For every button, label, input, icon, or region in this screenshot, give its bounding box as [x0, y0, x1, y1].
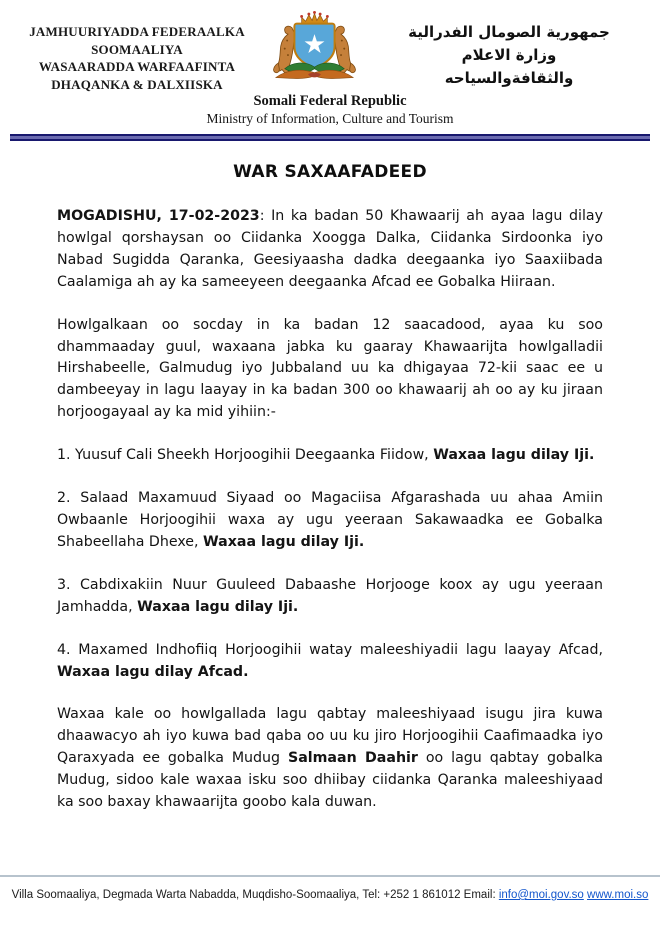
letterhead-line: JAMHUURIYADDA FEDERAALKA	[29, 24, 245, 39]
somalia-coat-of-arms-icon	[266, 10, 363, 88]
paragraph	[57, 315, 603, 425]
paragraph	[57, 488, 603, 554]
paragraph	[57, 206, 603, 294]
country-title-english: Somali Federal Republic	[253, 93, 407, 109]
page-footer	[0, 875, 660, 929]
bold-text: Salmaan Daahir	[287, 750, 418, 767]
body-paragraphs	[57, 206, 603, 814]
footer-email-link[interactable]: info@moi.gov.so	[498, 889, 584, 901]
paragraph	[57, 445, 603, 467]
paragraph	[57, 640, 603, 684]
footer-address: Villa Soomaaliya, Degmada Warta Nabadda, Muqdisho-Soomaaliya, Tel: +252 1 861012 Email:	[11, 889, 499, 901]
letterhead-line: DHAQANKA & DALXIISKA	[51, 76, 223, 92]
letterhead-line-arabic: جمهورية الصومال الفدرالية	[408, 23, 610, 41]
text: : In ka badan 50 Khawaarij ah ayaa lagu dilay howlgal qorshaysan oo Ciidanka Xoogga Dalka, Ciidanka Sirdoonka iyo Nabad Sugidda Qaranka, Geesiyaasha dadka deegaanka iyo Saaxiibada Caalamiga ah ay ka sameeyeen deegaanka Afcad ee Gobalka Hiiraan.	[57, 208, 603, 290]
bold-text: Waxaa lagu dilay Iji.	[203, 533, 365, 550]
ministry-name-somali	[12, 10, 262, 93]
letterhead-line-arabic: وزارة الاعلام	[461, 46, 557, 64]
text: 3. Cabdixakiin Nuur Guuleed Dabaashe Horjooge koox ay ugu yeeraan Jamhadda,	[57, 576, 603, 615]
letterhead-line: SOOMAALIYA	[91, 41, 183, 57]
letterhead-line-arabic: والثقافةوالسياحه	[444, 69, 574, 87]
paragraph	[57, 704, 603, 814]
footer-website-link[interactable]: www.moi.so	[587, 889, 649, 901]
letterhead-line: WASAARADDA WARFAAFINTA	[38, 59, 236, 74]
text: 2. Salaad Maxamuud Siyaad oo Magaciisa Afgarashada uu ahaa Amiin Owbaanle Horjoogihii waxa ay ugu yeeraan Sakawaadka ee Gobalka Shabeellaha Dhexe,	[57, 490, 603, 550]
letterhead	[0, 0, 660, 93]
text: 4. Maxamed Indhofiiq Horjoogihii watay maleeshiyadii lagu laayay Afcad,	[57, 641, 603, 658]
text: Waxaa kale oo howlgallada lagu qabtay maleeshiyaad isugu jira kuwa dhaawacyo ah iyo kuwa bad qaba oo uu ku jiro Horjoogihii Caafimaadka iyo Qaraxyada ee gobalka Mudug	[57, 706, 603, 767]
header-divider	[10, 134, 650, 141]
text: oo lagu qabtay gobalka Mudug, sidoo kale waxaa isku soo dhiibay ciidanka Qaranka maleeshiyaad ka soo baxay khawaarijta goobo kala duwan.	[57, 750, 603, 811]
bold-text: Waxaa lagu dilay Afcad.	[57, 663, 249, 680]
letterhead-center	[0, 93, 660, 127]
document-title: WAR SAXAAFADEED	[233, 162, 427, 182]
bold-text: MOGADISHU, 17-02-2023	[57, 208, 260, 224]
bold-text: Waxaa lagu dilay Iji.	[137, 598, 299, 615]
paragraph	[57, 575, 603, 619]
ministry-name-arabic	[366, 10, 652, 90]
ministry-title-english: Ministry of Information, Culture and Tourism	[206, 111, 454, 126]
text: 1. Yuusuf Cali Sheekh Horjoogihii Deegaanka Fiidow,	[57, 447, 434, 464]
text: Howlgalkaan oo socday in ka badan 12 saacadood, ayaa ku soo dhammaaday guul, waxaana jabka ku gaaray Khawaarijta howlgalladii Hirshabeelle, Galmudug iyo Jubbaland uu ka dhigayaa 72-kii saac ee u dambeeyay in lagu laayay in ka badan 300 oo khawaarij ah oo ay ku jiraan horjoogayaal ay ka mid yihiin:-	[57, 316, 603, 421]
document-body	[0, 162, 660, 814]
coat-of-arms-container	[262, 10, 366, 88]
bold-text: Waxaa lagu dilay Iji.	[433, 447, 595, 464]
